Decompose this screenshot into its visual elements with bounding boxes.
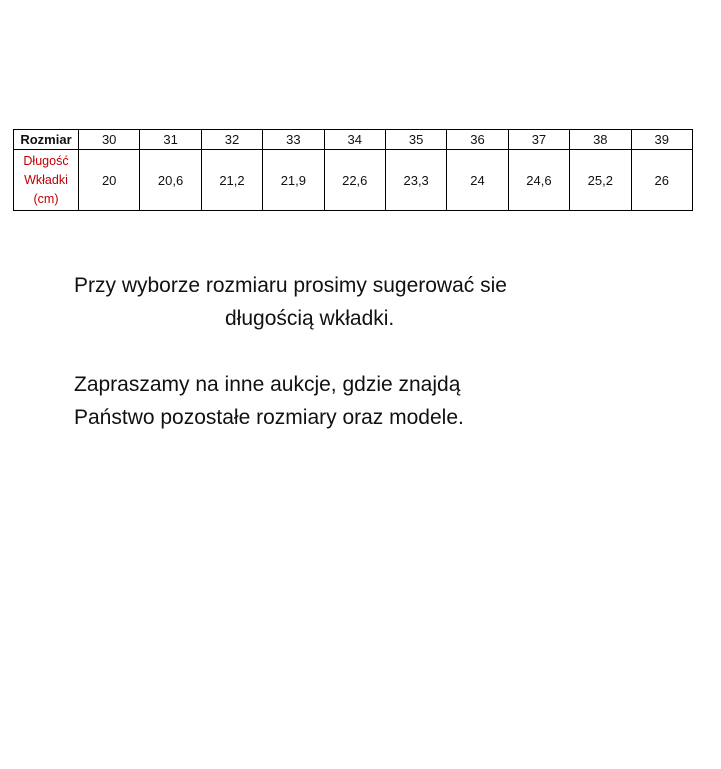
length-cell: 21,9 (263, 150, 324, 211)
length-cell: 20,6 (140, 150, 201, 211)
size-cell: 34 (324, 130, 385, 150)
length-cell: 26 (631, 150, 692, 211)
size-cell: 36 (447, 130, 508, 150)
size-cell: 38 (570, 130, 631, 150)
length-cell: 24 (447, 150, 508, 211)
size-cell: 39 (631, 130, 692, 150)
length-row (14, 150, 693, 211)
length-cell: 23,3 (385, 150, 446, 211)
size-advice-line-2: długością wkładki. (225, 307, 395, 330)
size-row-label: Rozmiar (14, 130, 79, 150)
length-label-line: (cm) (33, 191, 59, 206)
size-cell: 35 (385, 130, 446, 150)
invitation-line-2: Państwo pozostałe rozmiary oraz modele. (74, 406, 464, 429)
size-cell: 32 (201, 130, 262, 150)
size-advice-line-1: Przy wyborze rozmiaru prosimy sugerować sie (74, 274, 507, 297)
size-chart-table (13, 129, 693, 211)
length-cell: 25,2 (570, 150, 631, 211)
size-cell: 33 (263, 130, 324, 150)
size-cell: 37 (508, 130, 569, 150)
length-row-label (14, 150, 79, 211)
length-label-line: Wkładki (24, 172, 68, 187)
size-row (14, 130, 693, 150)
length-label-line: Długość (23, 153, 69, 168)
invitation-line-1: Zapraszamy na inne aukcje, gdzie znajdą (74, 373, 461, 396)
size-cell: 30 (79, 130, 140, 150)
size-cell: 31 (140, 130, 201, 150)
length-cell: 22,6 (324, 150, 385, 211)
length-cell: 21,2 (201, 150, 262, 211)
length-cell: 24,6 (508, 150, 569, 211)
length-cell: 20 (79, 150, 140, 211)
